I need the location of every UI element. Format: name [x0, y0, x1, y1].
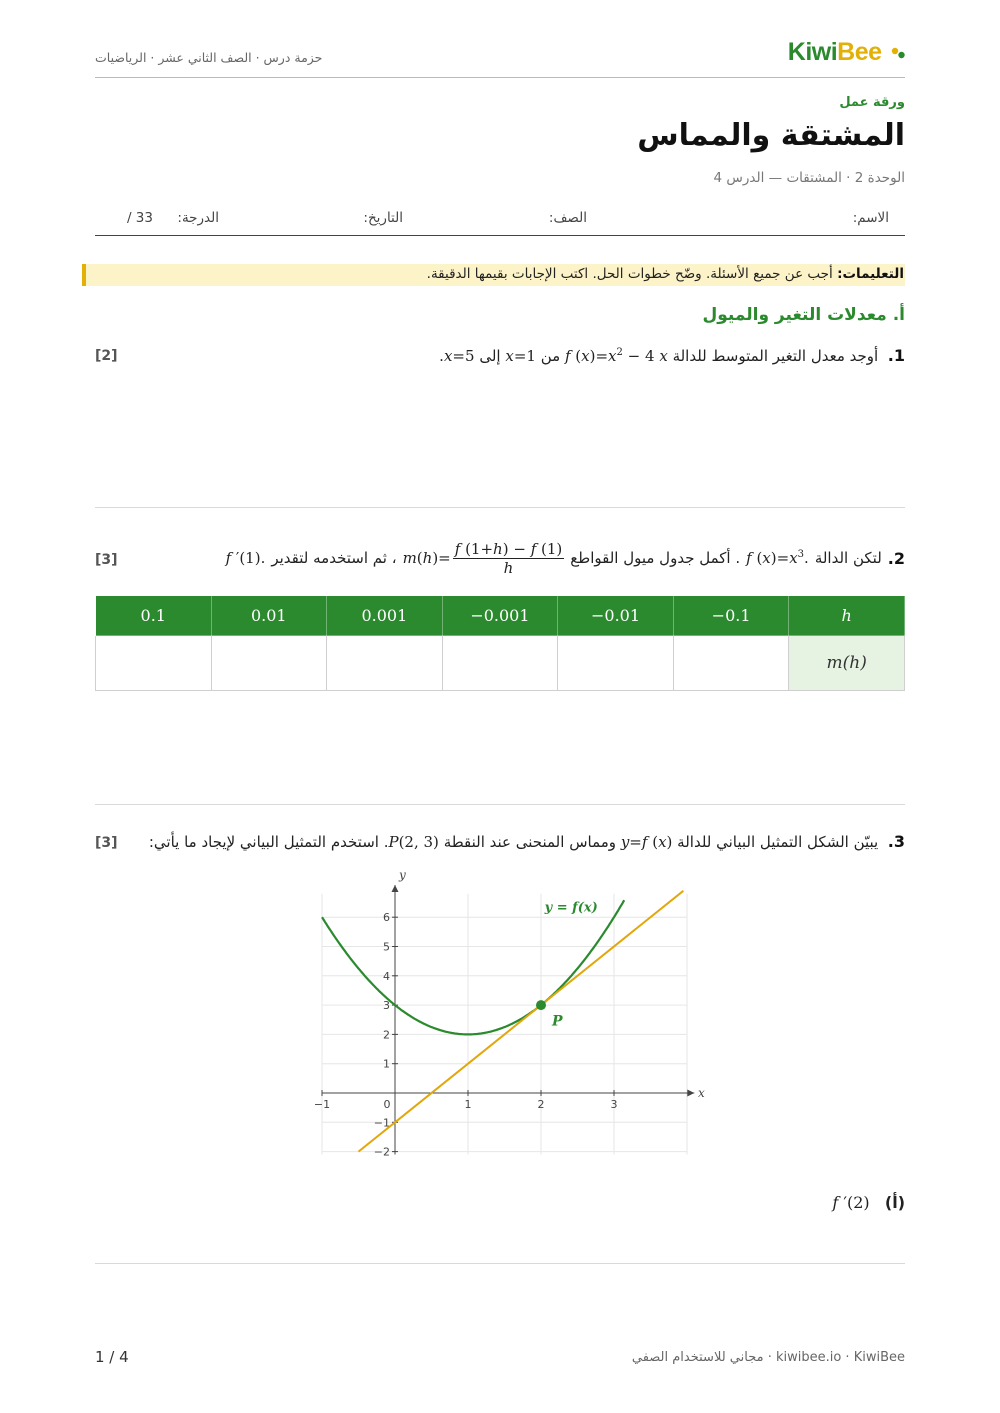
brand-logo-kiwi: Kiwi — [787, 38, 838, 66]
y-tick-label: 2 — [383, 1028, 390, 1042]
q2-text-part1: لتكن الدالة — [814, 549, 882, 567]
x-tick-label: 2 — [537, 1098, 545, 1111]
answer-cell[interactable] — [211, 636, 327, 691]
x-tick-label: 1 — [464, 1098, 472, 1111]
q1-text-part1: أوجد معدل التغير المتوسط للدالة — [672, 347, 879, 365]
page-subtitle: الوحدة 2 · المشتقات — الدرس 4 — [713, 170, 905, 186]
page-header — [95, 38, 905, 78]
x-tick-label: 0 — [383, 1098, 391, 1111]
y-axis-arrow-icon — [392, 885, 399, 892]
q1-text-part2: من — [540, 347, 561, 365]
q3-part-a — [832, 1193, 905, 1212]
function-graph — [313, 868, 720, 1160]
x-axis-arrow-icon — [687, 1090, 694, 1097]
q2-secant-formula: m ( h )= $\frac{f (1+h) - f (1)}{h}$ — [402, 539, 563, 577]
q2-function: f $(x)=x^3$. — [746, 549, 809, 567]
bee-dots-icon — [891, 46, 905, 60]
worksheet-label: ورقة عمل — [839, 95, 905, 110]
table-row-label: m(h) — [789, 636, 905, 691]
table-header-cell: −0.001 — [442, 596, 558, 636]
q3-text-part2: ومماس المنحنى عند النقطة — [443, 833, 617, 851]
q2-text — [226, 533, 905, 583]
grade-total: / 33 — [126, 210, 153, 226]
answer-cell[interactable] — [327, 636, 443, 691]
table-header-cell: 0.001 — [327, 596, 443, 636]
instructions-text: أجب عن جميع الأسئلة. وضّح خطوات الحل. اكتب الإجابات بقيمها الدقيقة. — [426, 266, 838, 282]
y-axis-label: y — [399, 868, 406, 883]
table-header-cell: −0.1 — [673, 596, 789, 636]
class-field-label: الصف: — [548, 210, 587, 226]
q3-point: P(2, 3) — [388, 833, 439, 851]
q2-marks: [3] — [95, 552, 118, 568]
y-tick-label: 4 — [383, 969, 390, 983]
header-meta: حزمة درس · الصف الثاني عشر · الرياضيات — [95, 50, 323, 65]
graph-axes — [322, 885, 694, 1155]
secant-slope-table — [95, 595, 905, 691]
table-row — [96, 636, 905, 691]
x-axis-label: x — [697, 1086, 705, 1100]
q3-text — [149, 832, 905, 851]
divider — [95, 507, 905, 508]
x-tick-label: −1 — [313, 1098, 331, 1111]
answer-cell[interactable] — [96, 636, 212, 691]
q3-text-part3: . استخدم التمثيل البياني لإيجاد ما يأتي: — [148, 833, 389, 851]
q1-marks: [2] — [95, 348, 118, 364]
date-field-label: التاريخ: — [363, 210, 403, 226]
name-field-label: الاسم: — [852, 210, 889, 226]
answer-cell[interactable] — [558, 636, 674, 691]
part-a-label: (أ) — [884, 1193, 905, 1212]
q3-function: y=f (x) — [620, 833, 673, 851]
curve-label: y = f(x) — [544, 900, 598, 916]
q3-text-part1: يبيّن الشكل التمثيل البياني للدالة — [677, 833, 879, 851]
divider — [95, 1263, 905, 1264]
q2-derivative: f ′(1). — [225, 549, 266, 567]
y-tick-label: 1 — [383, 1057, 390, 1071]
q1-x-end: x=5 — [443, 347, 475, 365]
instructions-label: التعليمات: — [837, 266, 904, 282]
answer-cell[interactable] — [442, 636, 558, 691]
table-header-cell: 0.01 — [211, 596, 327, 636]
y-tick-label: 3 — [383, 999, 390, 1013]
table-header-cell: −0.01 — [558, 596, 674, 636]
table-header-cell: 0.1 — [96, 596, 212, 636]
q2-text-part3: ، ثم استخدمه لتقدير — [271, 549, 397, 567]
page-title: المشتقة والمماس — [637, 118, 905, 153]
instructions-box — [82, 264, 905, 286]
q1-number: 1. — [887, 346, 905, 365]
divider — [95, 804, 905, 805]
q2-text-part2: . أكمل جدول ميول القواطع — [570, 549, 741, 567]
student-info-row — [95, 206, 905, 236]
function-curve — [322, 900, 624, 1034]
brand-logo-bee: Bee — [837, 38, 882, 66]
point-p-marker — [536, 1000, 546, 1010]
page-number: 1 / 4 — [95, 1348, 129, 1366]
q1-text: 1. أوجد معدل التغير المتوسط للدالة f $(x)=x^2 - 4$ x من x=1 إلى x=5. — [439, 346, 905, 365]
q1-text-part3: إلى — [479, 347, 501, 365]
table-header-row — [96, 596, 905, 636]
brand-logo — [788, 38, 905, 67]
answer-cell[interactable] — [673, 636, 789, 691]
q3-marks: [3] — [95, 835, 118, 851]
point-p-label: P — [551, 1013, 563, 1030]
table-header-label: h — [789, 596, 905, 636]
q1-function: f $(x)=x^2 - 4$ x — [564, 347, 668, 365]
y-tick-label: −1 — [373, 1116, 390, 1130]
footer-source: kiwibee.io · KiwiBee · مجاني للاستخدام الصفي — [631, 1350, 905, 1365]
grade-field-label: الدرجة: — [177, 210, 219, 226]
x-tick-label: 3 — [610, 1098, 618, 1111]
tangent-line — [359, 891, 684, 1152]
section-heading: أ. معدلات التغير والميول — [702, 305, 905, 325]
part-a-expression: f ′(2) — [832, 1193, 870, 1212]
q2-number: 2. — [887, 548, 905, 568]
y-tick-label: 5 — [383, 940, 390, 954]
y-tick-label: −2 — [373, 1145, 390, 1159]
q3-number: 3. — [887, 832, 905, 851]
y-tick-label: 6 — [383, 911, 390, 925]
q1-x-start: x=1 — [505, 347, 536, 365]
